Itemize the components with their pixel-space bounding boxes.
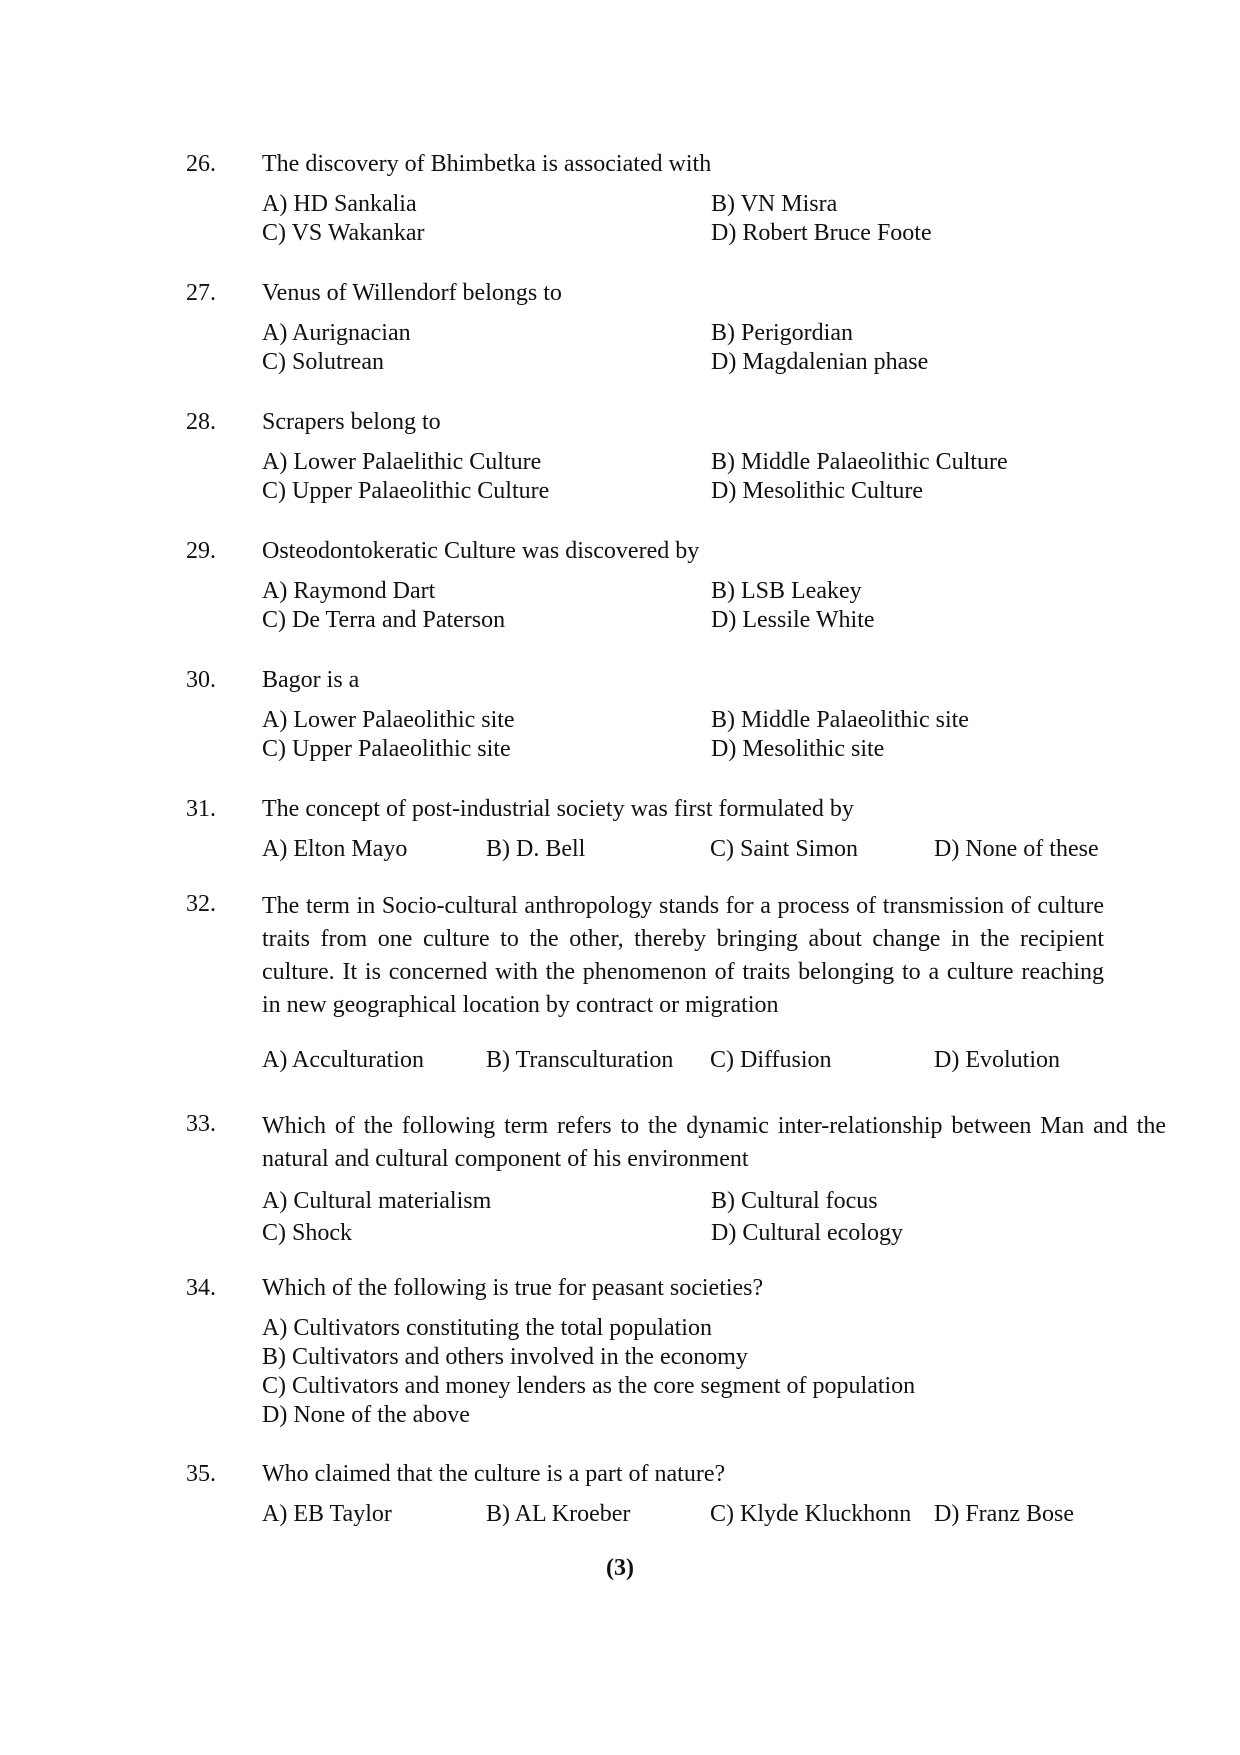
option-b: B) VN Misra bbox=[711, 191, 838, 217]
option-c: C) Cultivators and money lenders as the core segment of population bbox=[262, 1373, 916, 1399]
option-d: D) Evolution bbox=[934, 1047, 1060, 1073]
option-d: D) Cultural ecology bbox=[711, 1220, 903, 1246]
question-28 bbox=[186, 408, 1166, 506]
option-c: C) Saint Simon bbox=[710, 836, 859, 862]
option-c: C) VS Wakankar bbox=[262, 220, 425, 246]
option-d: D) None of these bbox=[934, 836, 1099, 862]
question-number: 26. bbox=[186, 151, 216, 177]
option-a: A) Cultural materialism bbox=[262, 1188, 492, 1214]
option-c: C) Shock bbox=[262, 1220, 352, 1246]
option-b: B) Middle Palaeolithic site bbox=[711, 707, 969, 733]
question-text: Venus of Willendorf belongs to bbox=[262, 280, 562, 306]
question-number: 28. bbox=[186, 409, 216, 435]
option-c: C) Solutrean bbox=[262, 349, 384, 375]
option-a: A) EB Taylor bbox=[262, 1501, 392, 1527]
option-b: B) Transculturation bbox=[486, 1047, 674, 1073]
option-c: C) Diffusion bbox=[710, 1047, 832, 1073]
question-number: 29. bbox=[186, 538, 216, 564]
question-text: The concept of post-industrial society was first formulated by bbox=[262, 796, 854, 822]
question-number: 33. bbox=[186, 1111, 216, 1137]
question-33 bbox=[186, 1110, 1166, 1248]
option-b: B) Perigordian bbox=[711, 320, 853, 346]
option-a: A) Lower Palaeolithic site bbox=[262, 707, 515, 733]
option-d: D) None of the above bbox=[262, 1402, 470, 1428]
question-text: Which of the following is true for peasant societies? bbox=[262, 1275, 764, 1301]
option-b: B) Middle Palaeolithic Culture bbox=[711, 449, 1008, 475]
page-number: (3) bbox=[606, 1555, 634, 1581]
option-d: D) Magdalenian phase bbox=[711, 349, 929, 375]
question-text: Scrapers belong to bbox=[262, 409, 441, 435]
question-text: Who claimed that the culture is a part of nature? bbox=[262, 1461, 726, 1487]
option-d: D) Robert Bruce Foote bbox=[711, 220, 932, 246]
option-b: B) Cultivators and others involved in the economy bbox=[262, 1344, 748, 1370]
question-text: Bagor is a bbox=[262, 667, 360, 693]
question-35 bbox=[186, 1460, 1166, 1529]
option-b: B) Cultural focus bbox=[711, 1188, 878, 1214]
option-c: C) Upper Palaeolithic Culture bbox=[262, 478, 550, 504]
option-d: D) Franz Bose bbox=[934, 1501, 1074, 1527]
option-a: A) Raymond Dart bbox=[262, 578, 436, 604]
question-text: Osteodontokeratic Culture was discovered by bbox=[262, 538, 700, 564]
question-text: The discovery of Bhimbetka is associated with bbox=[262, 151, 712, 177]
question-number: 31. bbox=[186, 796, 216, 822]
option-c: C) Klyde Kluckhonn bbox=[710, 1501, 912, 1527]
question-34 bbox=[186, 1274, 1166, 1430]
option-a: A) Elton Mayo bbox=[262, 836, 408, 862]
question-number: 34. bbox=[186, 1275, 216, 1301]
question-26 bbox=[186, 150, 1166, 248]
question-27 bbox=[186, 279, 1166, 377]
question-text: The term in Socio-cultural anthropology stands for a process of transmission of culture traits from one culture to the other, thereby bringing about change in the recipient culture. It is concerned with the phenomenon of traits belonging to a culture reaching in new geographical location by contract or migration bbox=[262, 893, 1104, 1018]
option-d: D) Lessile White bbox=[711, 607, 875, 633]
option-d: D) Mesolithic Culture bbox=[711, 478, 923, 504]
question-29 bbox=[186, 537, 1166, 635]
option-a: A) Lower Palaelithic Culture bbox=[262, 449, 542, 475]
question-30 bbox=[186, 666, 1166, 764]
option-c: C) Upper Palaeolithic site bbox=[262, 736, 511, 762]
option-b: B) LSB Leakey bbox=[711, 578, 862, 604]
question-32 bbox=[186, 890, 1166, 1075]
option-b: B) AL Kroeber bbox=[486, 1501, 631, 1527]
question-31 bbox=[186, 795, 1166, 864]
option-c: C) De Terra and Paterson bbox=[262, 607, 506, 633]
option-a: A) Aurignacian bbox=[262, 320, 411, 346]
question-number: 32. bbox=[186, 891, 216, 917]
option-d: D) Mesolithic site bbox=[711, 736, 885, 762]
option-a: A) HD Sankalia bbox=[262, 191, 417, 217]
option-a: A) Acculturation bbox=[262, 1047, 424, 1073]
question-number: 27. bbox=[186, 280, 216, 306]
question-number: 35. bbox=[186, 1461, 216, 1487]
question-text: Which of the following term refers to the dynamic inter-relationship between Man and the natural and cultural component of his environment bbox=[262, 1113, 1166, 1172]
option-b: B) D. Bell bbox=[486, 836, 586, 862]
option-a: A) Cultivators constituting the total population bbox=[262, 1315, 712, 1341]
question-number: 30. bbox=[186, 667, 216, 693]
